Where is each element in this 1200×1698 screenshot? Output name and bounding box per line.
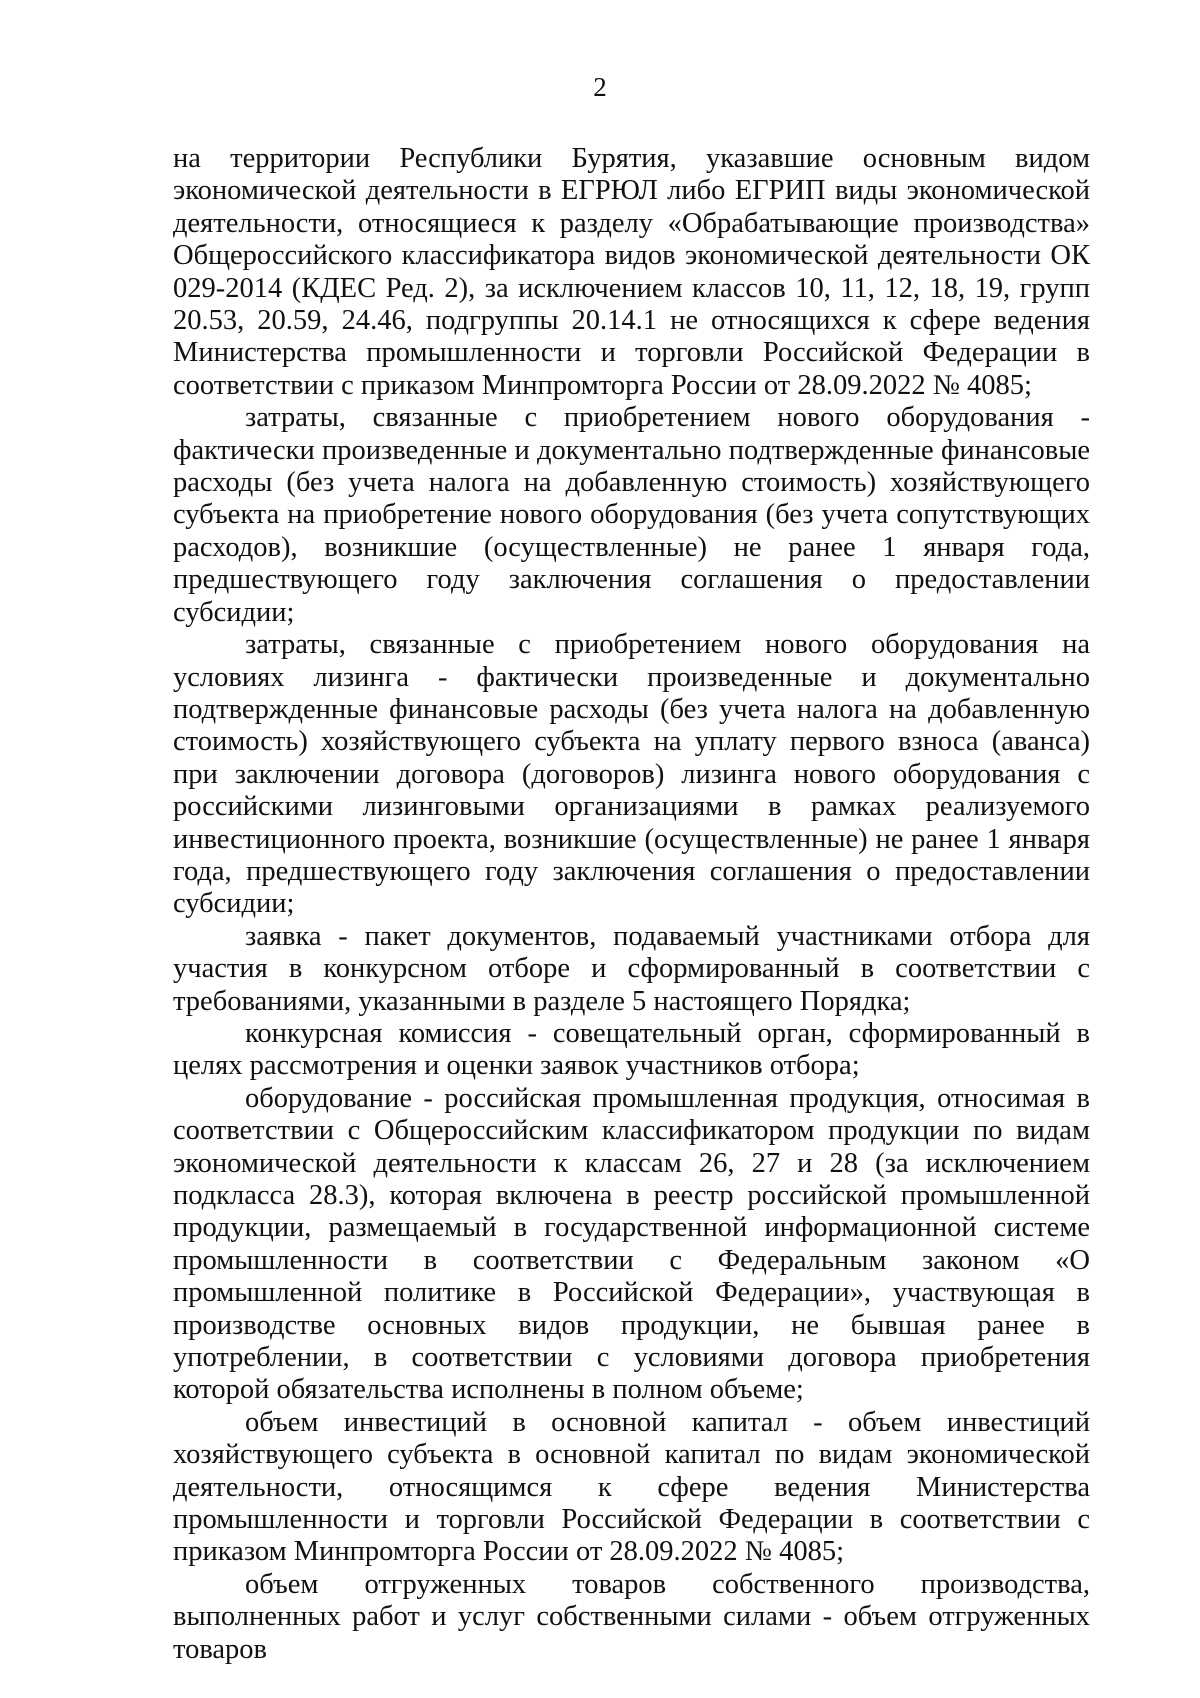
paragraph-application: заявка - пакет документов, подаваемый участниками отбора для участия в конкурсном отборе и сформированный в соответствии с требованиями, указанными в разделе 5 настоящего Порядка; xyxy=(173,920,1090,1017)
paragraph-leasing-costs: затраты, связанные с приобретением нового оборудования на условиях лизинга - фактически произведенные и документально подтвержденные финансовые расходы (без учета налога на добавленную стоимость) хозяйствующего субъекта на уплату первого взноса (аванса) при заключении договора (договоров) лизинга нового оборудования с российскими лизинговыми организациями в рамках реализуемого инвестиционного проекта, возникшие (осуществленные) не ранее 1 января года, предшествующего году заключения соглашения о предоставлении субсидии; xyxy=(173,629,1090,920)
paragraph-continuation: на территории Республики Бурятия, указавшие основным видом экономической деятельности в ЕГРЮЛ либо ЕГРИП виды экономической деятельности, относящиеся к разделу «Обрабатывающие производства» Общероссийского классификатора видов экономической деятельности ОК 029-2014 (КДЕС Ред. 2), за исключением классов 10, 11, 12, 18, 19, групп 20.53, 20.59, 24.46, подгруппы 20.14.1 не относящихся к сфере ведения Министерства промышленности и торговли Российской Федерации в соответствии с приказом Минпромторга России от 28.09.2022 № 4085; xyxy=(173,143,1090,401)
paragraph-shipped-goods: объем отгруженных товаров собственного производства, выполненных работ и услуг собственными силами - объем отгруженных товаров xyxy=(173,1568,1090,1665)
page-number: 2 xyxy=(593,72,607,102)
document-body xyxy=(173,143,1090,1666)
paragraph-equipment: оборудование - российская промышленная продукция, относимая в соответствии с Общероссийским классификатором продукции по видам экономической деятельности к классам 26, 27 и 28 (за исключением подкласса 28.3), которая включена в реестр российской промышленной продукции, размещаемый в государственной информационной системе промышленности в соответствии с Федеральным законом «О промышленной политике в Российской Федерации», участвующая в производстве основных видов продукции, не бывшая ранее в употреблении, в соответствии с условиями договора приобретения которой обязательства исполнены в полном объеме; xyxy=(173,1082,1090,1406)
paragraph-equipment-costs: затраты, связанные с приобретением нового оборудования - фактически произведенные и документально подтвержденные финансовые расходы (без учета налога на добавленную стоимость) хозяйствующего субъекта на приобретение нового оборудования (без учета сопутствующих расходов), возникшие (осуществленные) не ранее 1 января года, предшествующего году заключения соглашения о предоставлении субсидии; xyxy=(173,402,1090,628)
paragraph-competition-commission: конкурсная комиссия - совещательный орган, сформированный в целях рассмотрения и оценки заявок участников отбора; xyxy=(173,1017,1090,1082)
paragraph-investment-volume: объем инвестиций в основной капитал - объем инвестиций хозяйствующего субъекта в основной капитал по видам экономической деятельности, относящимся к сфере ведения Министерства промышленности и торговли Российской Федерации в соответствии с приказом Минпромторга России от 28.09.2022 № 4085; xyxy=(173,1406,1090,1568)
